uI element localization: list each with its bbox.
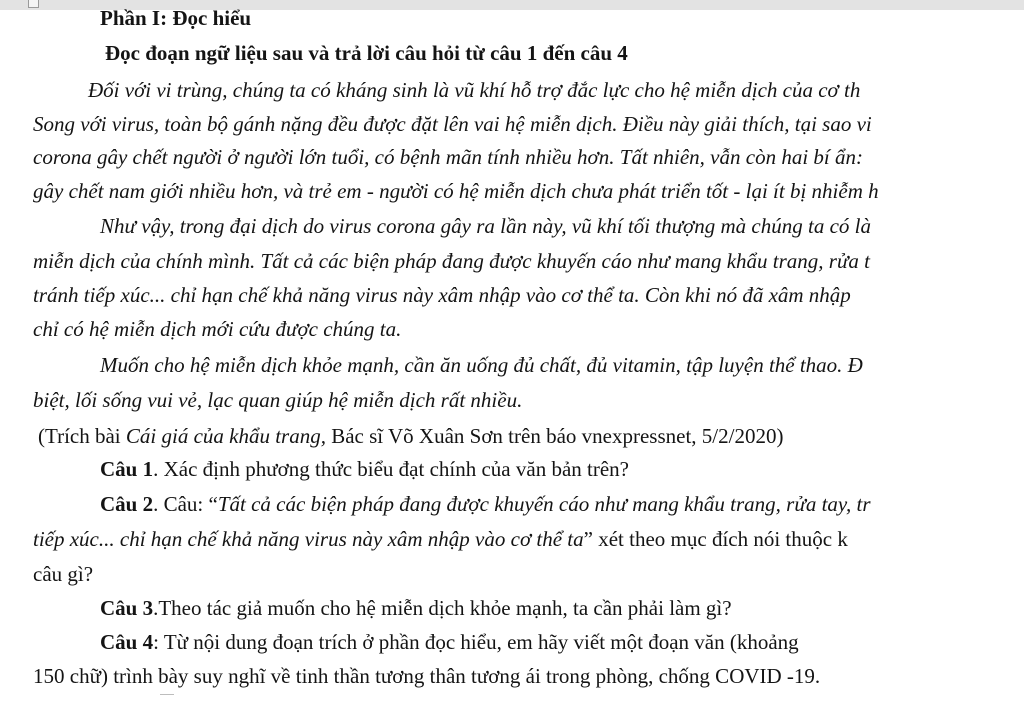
- question-2-suffix: ” xét theo mục đích nói thuộc k: [583, 527, 848, 551]
- question-2-quote-part-2: tiếp xúc... chỉ hạn chế khả năng virus này xâm nhập vào cơ thể ta: [33, 527, 584, 551]
- passage-p1-line-1: Đối với vi trùng, chúng ta có kháng sinh là vũ khí hỗ trợ đắc lực cho hệ miễn dịch của cơ th: [88, 78, 861, 102]
- passage-p1-line-4: gây chết nam giới nhiều hơn, và trẻ em - người có hệ miễn dịch chưa phát triển tốt - lại ít bị nhiễm h: [33, 179, 879, 203]
- question-3: [100, 594, 732, 622]
- question-1-label: Câu 1: [100, 457, 154, 481]
- section-title: Phần I: Đọc hiểu: [100, 6, 252, 30]
- citation-open: (Trích bài: [38, 424, 126, 448]
- question-3-label: Câu 3: [100, 596, 154, 620]
- question-3-text: .Theo tác giả muốn cho hệ miễn dịch khỏe mạnh, ta cần phải làm gì?: [153, 596, 732, 620]
- question-2-line-2: [33, 525, 848, 553]
- passage-p3-line-1: Muốn cho hệ miễn dịch khỏe mạnh, cần ăn uống đủ chất, đủ vitamin, tập luyện thể thao. Đ: [100, 353, 863, 377]
- citation: [38, 422, 783, 450]
- question-4-label: Câu 4: [100, 630, 154, 654]
- passage-p2-line-3: tránh tiếp xúc... chỉ hạn chế khả năng virus này xâm nhập vào cơ thể ta. Còn khi nó đã xâm nhập: [33, 283, 851, 307]
- question-2-quote-part-1: Tất cả các biện pháp đang được khuyến cáo như mang khẩu trang, rửa tay, tr: [217, 492, 871, 516]
- citation-article-title: Cái giá của khẩu trang,: [125, 424, 326, 448]
- passage-p1-line-3: corona gây chết người ở người lớn tuổi, có bệnh mãn tính nhiều hơn. Tất nhiên, vẫn còn hai bí ẩn:: [33, 145, 863, 169]
- question-2-line-3: câu gì?: [33, 562, 94, 586]
- question-4-line-1: [100, 628, 799, 656]
- question-1-text: . Xác định phương thức biểu đạt chính của văn bản trên?: [153, 457, 629, 481]
- page-bottom-marker: [160, 694, 174, 699]
- passage-p2-line-2: miễn dịch của chính mình. Tất cả các biện pháp đang được khuyến cáo như mang khẩu trang, rửa t: [33, 249, 871, 273]
- question-1: [100, 455, 629, 483]
- question-2-label: Câu 2: [100, 492, 154, 516]
- passage-p2-line-4: chỉ có hệ miễn dịch mới cứu được chúng ta.: [33, 317, 402, 341]
- passage-p1-line-2: Song với virus, toàn bộ gánh nặng đều được đặt lên vai hệ miễn dịch. Điều này giải thích, tại sao vi: [33, 112, 872, 136]
- passage-p2-line-1: Như vậy, trong đại dịch do virus corona gây ra lần này, vũ khí tối thượng mà chúng ta có là: [100, 214, 871, 238]
- question-4-line-2: 150 chữ) trình bày suy nghĩ về tinh thần tương thân tương ái trong phòng, chống COVID -19.: [33, 664, 821, 688]
- citation-source: Bác sĩ Võ Xuân Sơn trên báo vnexpressnet, 5/2/2020): [325, 424, 784, 448]
- question-2-prefix: . Câu: “: [153, 492, 218, 516]
- instruction-heading: Đọc đoạn ngữ liệu sau và trả lời câu hỏi từ câu 1 đến câu 4: [105, 41, 628, 65]
- question-2-line-1: [100, 490, 871, 518]
- question-4-text-part-1: : Từ nội dung đoạn trích ở phần đọc hiểu, em hãy viết một đoạn văn (khoảng: [153, 630, 799, 654]
- passage-p3-line-2: biệt, lối sống vui vẻ, lạc quan giúp hệ miễn dịch rất nhiều.: [33, 388, 523, 412]
